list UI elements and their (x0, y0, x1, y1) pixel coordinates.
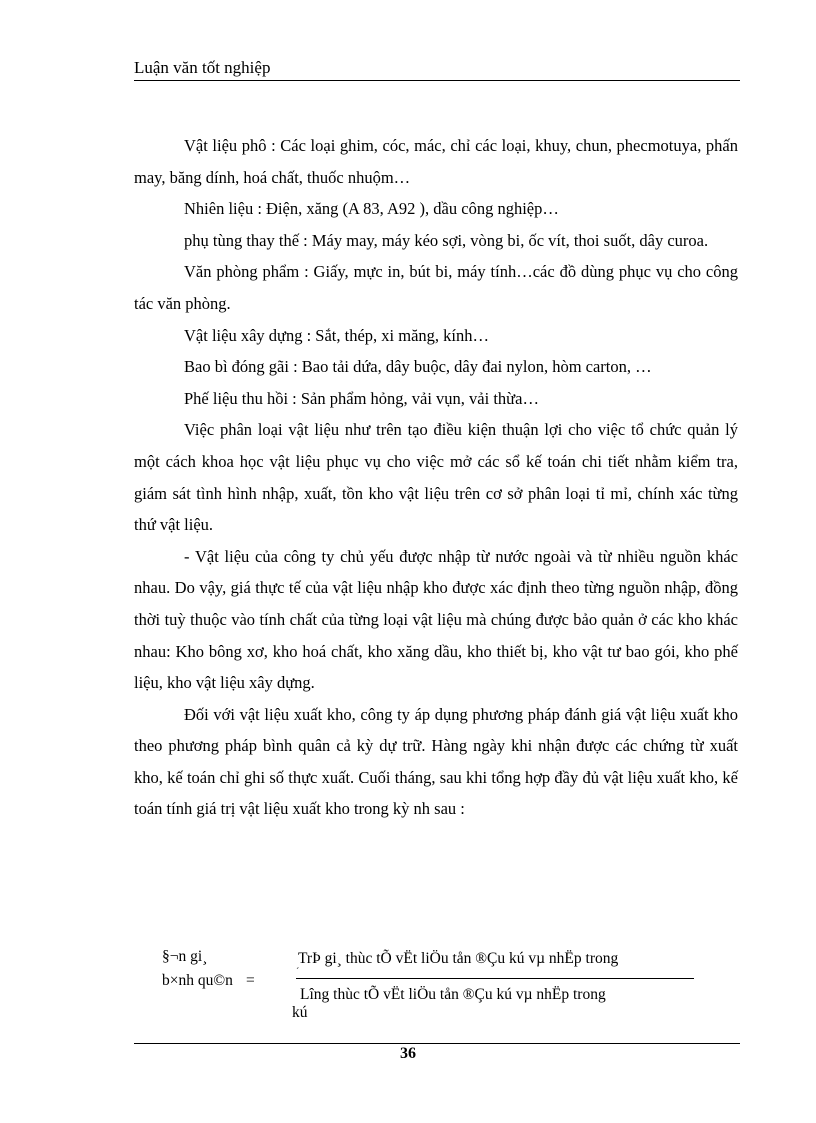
paragraph-warehouses: - Vật liệu của công ty chủ yếu được nhập từ nước ngoài và từ nhiều nguồn khác nhau. Do vậy, giá thực tế của vật liệu nhập kho được xác định theo từng nguồn nhập, đồng thời tuỳ thuộc vào tính chất của từng loại vật liệu mà chúng được bảo quản ở các kho khác nhau: Kho bông xơ, kho hoá chất, kho xăng dầu, kho thiết bị, kho vật tư bao gói, kho phế liệu, kho vật liệu xây dựng. (134, 546, 738, 693)
formula-equals-sign: = (246, 972, 255, 989)
paragraph-materials-auxiliary: Vật liệu phô : Các loại ghim, cóc, mác, chỉ các loại, khuy, chun, phecmotuya, phấn may, băng dính, hoá chất, thuốc nhuộm… (134, 136, 738, 187)
document-body (134, 130, 738, 825)
paragraph-scrap: Phế liệu thu hồi : Sản phẩm hỏng, vải vụn, vải thừa… (184, 388, 539, 408)
formula-left-line2: b×nh qu©n (162, 972, 233, 989)
paragraph-fuel: Nhiên liệu : Điện, xăng (A 83, A92 ), dầu công nghiệp… (184, 199, 559, 219)
formula-denominator-line1: Lîng thùc tÕ vËt liÖu tån ®Çu kú vµ nhËp trong (300, 986, 606, 1003)
formula-fraction-bar (296, 978, 694, 979)
formula-left-line1: §¬n gi¸ (162, 948, 208, 965)
paragraph-classification: Việc phân loại vật liệu như trên tạo điều kiện thuận lợi cho việc tổ chức quản lý một cách khoa học vật liệu phục vụ cho việc mở các sổ kế toán chi tiết nhằm kiểm tra, giám sát tình hình nhập, xuất, tồn kho vật liệu trên cơ sở phân loại tỉ mỉ, chính xác từng thứ vật liệu. (134, 420, 738, 535)
footer-divider (134, 1043, 740, 1044)
paragraph-valuation-method: Đối với vật liệu xuất kho, công ty áp dụng phương pháp đánh giá vật liệu xuất kho theo phương pháp bình quân cả kỳ dự trữ. Hàng ngày khi nhận được các chứng từ xuất kho, kế toán chỉ ghi số thực xuất. Cuối tháng, sau khi tổng hợp đầy đủ vật liệu xuất kho, kế toán tính giá trị vật liệu xuất kho trong kỳ nh sau : (134, 704, 738, 819)
paragraph-spare-parts: phụ tùng thay thế : Máy may, máy kéo sợi, vòng bi, ốc vít, thoi suốt, dây curoa. (184, 230, 709, 250)
average-price-formula (134, 946, 740, 1026)
paragraph-construction-materials: Vật liệu xây dựng : Sắt, thép, xi măng, kính… (184, 325, 489, 345)
header-divider (134, 80, 740, 81)
formula-numerator-mark: ´ (296, 967, 300, 978)
running-header: Luận văn tốt nghiệp (134, 58, 271, 77)
formula-numerator: TrÞ gi¸ thùc tÕ vËt liÖu tån ®Çu kú vµ nhËp trong (298, 950, 619, 967)
paragraph-packaging: Bao bì đóng gãi : Bao tải dứa, dây buộc, dây đai nylon, hòm carton, … (184, 357, 652, 377)
page-number: 36 (400, 1045, 416, 1062)
formula-denominator-line2: kú (292, 1004, 308, 1021)
paragraph-stationery: Văn phòng phẩm : Giấy, mực in, bút bi, máy tính…các đồ dùng phục vụ cho công tác văn phòng. (134, 262, 738, 313)
